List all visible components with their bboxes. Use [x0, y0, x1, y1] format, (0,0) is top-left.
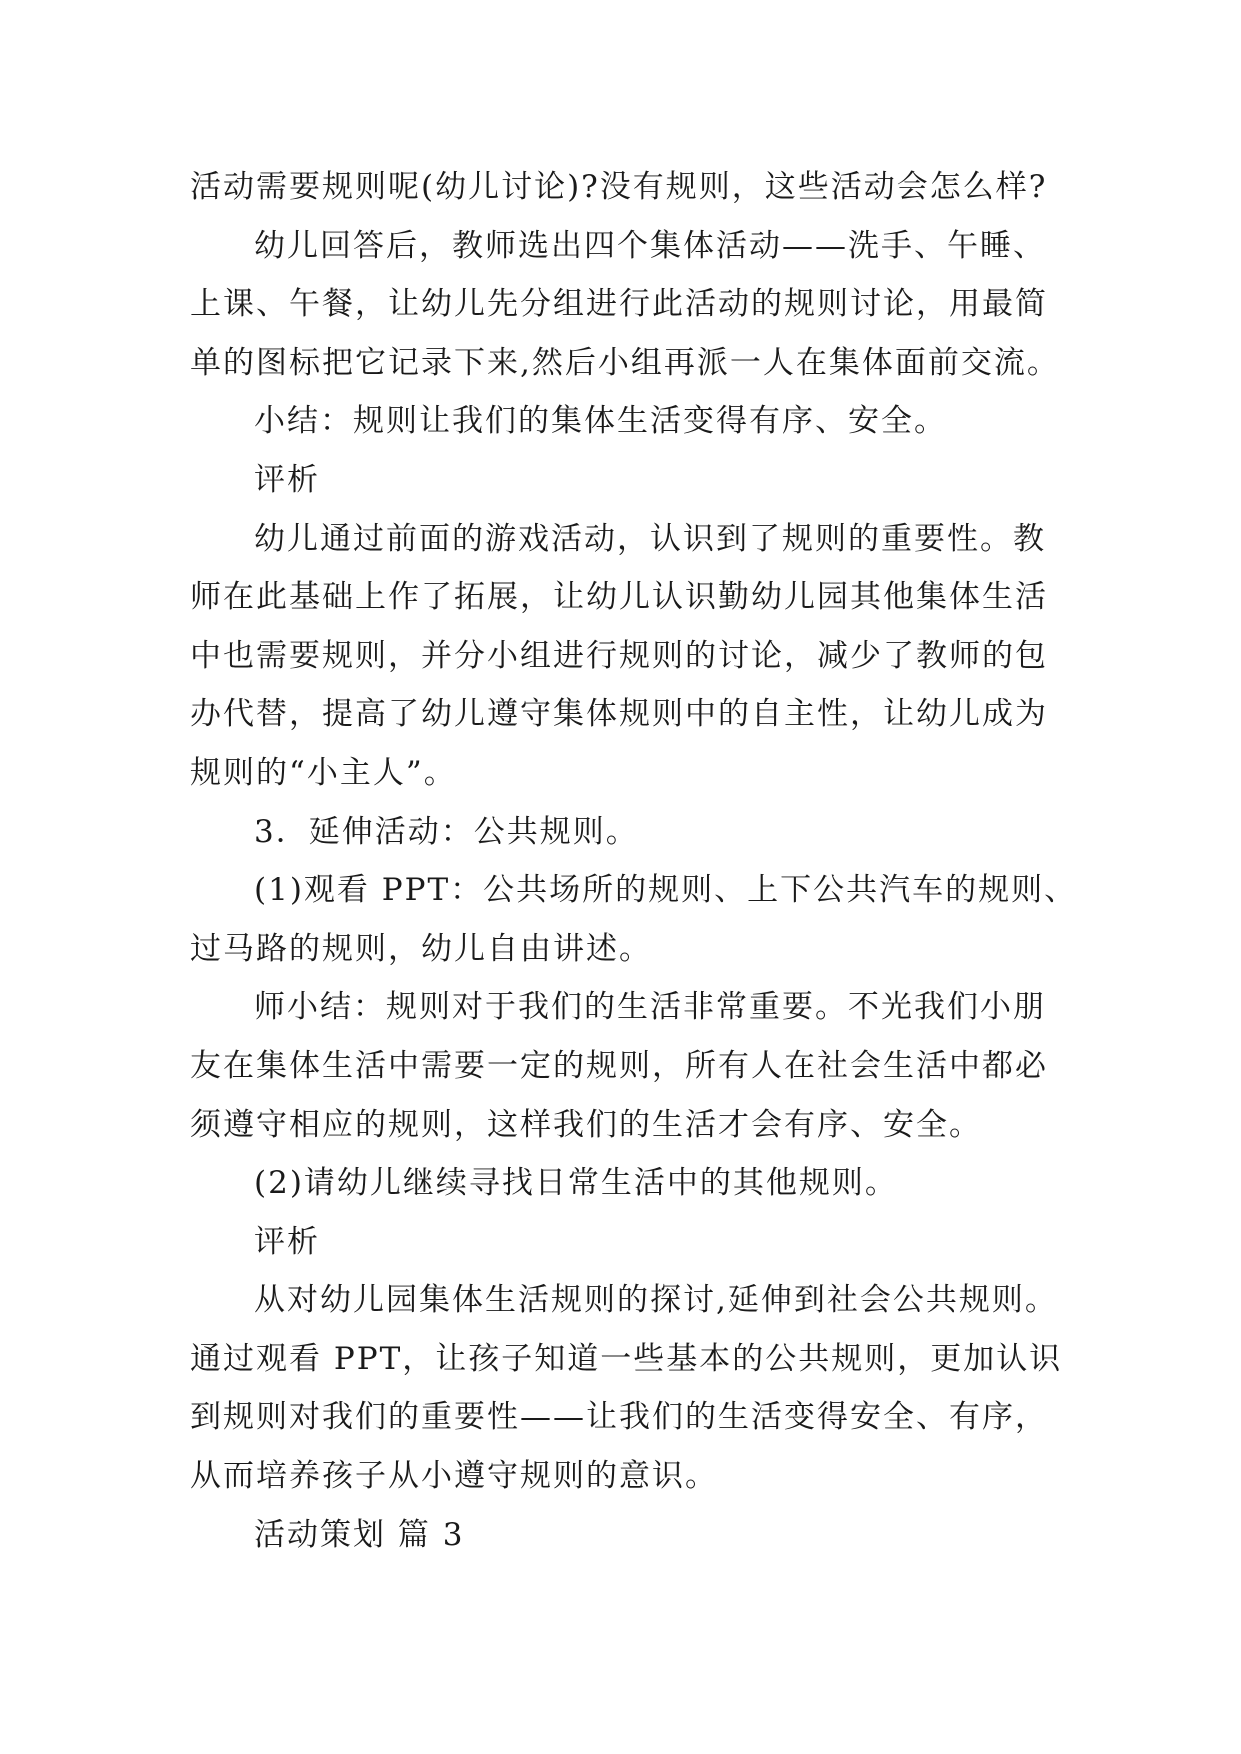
text-line-20: 从对幼儿园集体生活规则的探讨,延伸到社会公共规则。	[254, 1282, 1058, 1319]
text-line-15: 师小结：规则对于我们的生活非常重要。不光我们小朋	[254, 989, 1046, 1026]
text-line-2: 幼儿回答后，教师选出四个集体活动——洗手、午睡、	[254, 227, 1046, 264]
text-line-4: 单的图标把它记录下来,然后小组再派一人在集体面前交流。	[190, 344, 1060, 381]
text-line-7: 幼儿通过前面的游戏活动，认识到了规则的重要性。教	[254, 520, 1046, 557]
text-line-9: 中也需要规则，并分小组进行规则的讨论，减少了教师的包	[190, 637, 1048, 674]
text-line-16: 友在集体生活中需要一定的规则，所有人在社会生活中都必	[190, 1047, 1048, 1084]
text-line-3: 上课、午餐，让幼儿先分组进行此活动的规则讨论，用最简	[190, 286, 1048, 323]
text-line-5: 小结：规则让我们的集体生活变得有序、安全。	[254, 403, 947, 440]
section-heading-analysis-2: 评析	[254, 1223, 320, 1260]
text-line-10: 办代替，提高了幼儿遵守集体规则中的自主性，让幼儿成为	[190, 696, 1048, 733]
text-line-21: 通过观看 PPT，让孩子知道一些基本的公共规则，更加认识	[190, 1340, 1063, 1377]
text-line-18: (2)请幼儿继续寻找日常生活中的其他规则。	[254, 1165, 898, 1202]
text-line-11: 规则的“小主人”。	[190, 754, 457, 791]
section-heading-analysis: 评析	[254, 461, 320, 498]
text-line-14: 过马路的规则，幼儿自由讲述。	[190, 930, 652, 967]
document-body	[190, 158, 1078, 1564]
section-heading-extension: 3．延伸活动：公共规则。	[254, 813, 639, 850]
text-line-22: 到规则对我们的重要性——让我们的生活变得安全、有序，	[190, 1399, 1048, 1436]
text-line-13: (1)观看 PPT：公共场所的规则、上下公共汽车的规则、	[254, 872, 1078, 909]
text-line-17: 须遵守相应的规则，这样我们的生活才会有序、安全。	[190, 1106, 982, 1143]
text-line-1: 活动需要规则呢(幼儿讨论)?没有规则，这些活动会怎么样?	[190, 169, 1048, 205]
section-heading-plan-3: 活动策划 篇 3	[254, 1516, 465, 1553]
text-line-8: 师在此基础上作了拓展，让幼儿认识勤幼儿园其他集体生活	[190, 579, 1048, 616]
text-line-23: 从而培养孩子从小遵守规则的意识。	[190, 1458, 718, 1495]
